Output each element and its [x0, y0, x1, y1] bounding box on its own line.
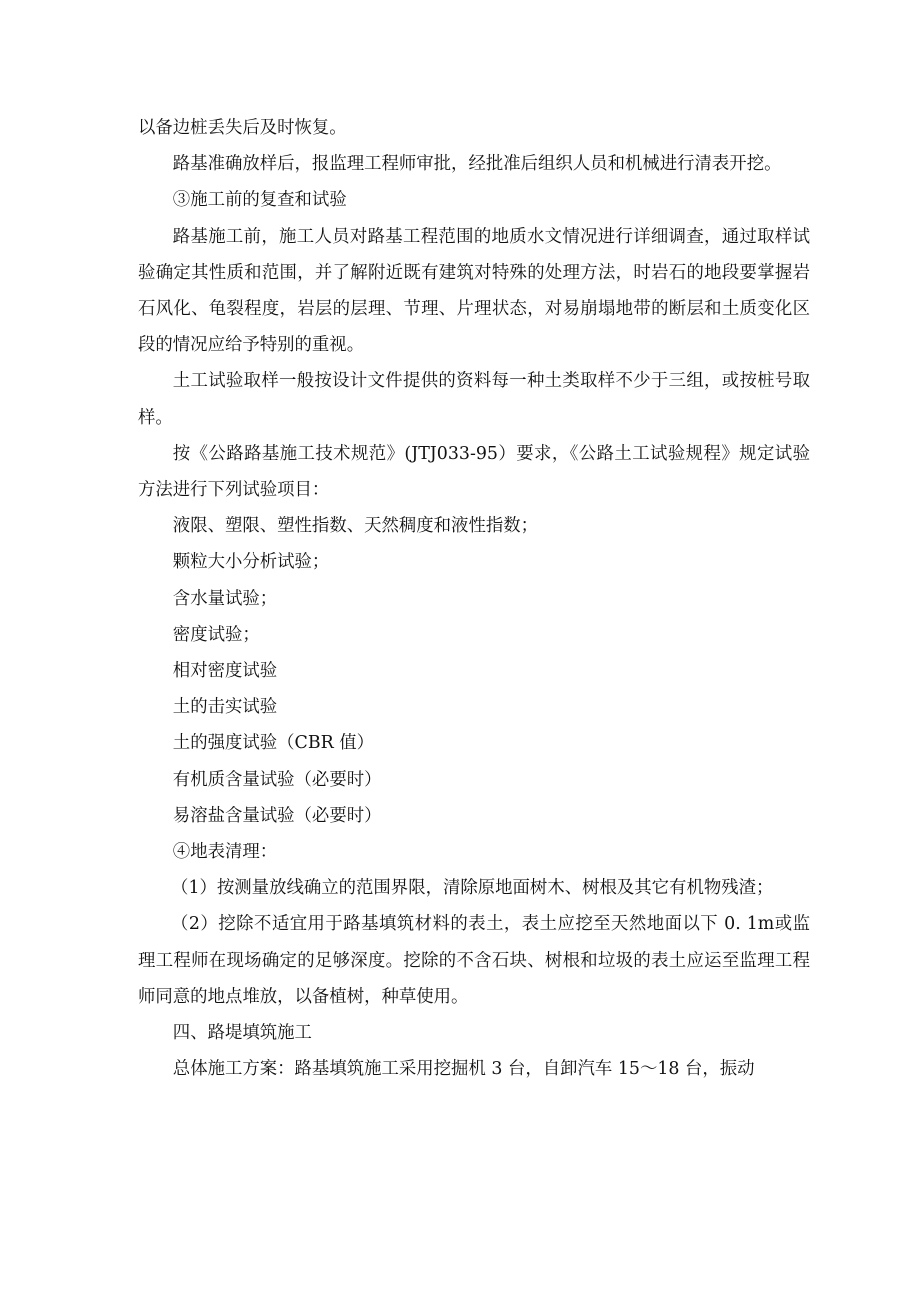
list-item: 土的击实试验	[172, 697, 278, 718]
list-item: 颗粒大小分析试验；	[172, 552, 330, 573]
list-item: 易溶盐含量试验（必要时）	[172, 805, 382, 826]
paragraph: 总体施工方案：路基填筑施工采用挖掘机 3 台，自卸汽车 15～18 台，振动	[172, 1059, 755, 1080]
section-heading: 四、路堤填筑施工	[172, 1023, 312, 1044]
document-body	[138, 110, 810, 1087]
list-item: 相对密度试验	[172, 661, 278, 682]
list-item: 密度试验；	[172, 624, 260, 645]
paragraph: 以备边桩丢失后及时恢复。	[138, 118, 347, 138]
paragraph: 路基准确放样后，报监理工程师审批，经批准后组织人员和机械进行清表开挖。	[172, 154, 782, 175]
paragraph: 土工试验取样一般按设计文件提供的资料每一种土类取样不少于三组，或按桩号取样。	[138, 371, 810, 428]
section-heading: ④地表清理：	[172, 842, 278, 863]
list-item: 有机质含量试验（必要时）	[172, 769, 382, 790]
section-heading: ③施工前的复查和试验	[172, 190, 347, 211]
paragraph: 按《公路路基施工技术规范》(JTJ033-95）要求，《公路土工试验规程》规定试验方法进行下列试验项目：	[138, 443, 810, 501]
list-item: 土的强度试验（CBR 值）	[172, 733, 375, 754]
list-item: （1）按测量放线确立的范围界限，清除原地面树木、树根及其它有机物残渣；	[171, 878, 774, 899]
list-item: 含水量试验；	[172, 588, 278, 609]
paragraph: 路基施工前，施工人员对路基工程范围的地质水文情况进行详细调查，通过取样试验确定其性质和范围，并了解附近既有建筑对特殊的处理方法，时岩石的地段要掌握岩石风化、龟裂程度，岩层的层理、节理、片理状态，对易崩塌地带的断层和土质变化区段的情况应给予特别的重视。	[138, 226, 810, 356]
list-item: 液限、塑限、塑性指数、天然稠度和液性指数；	[172, 516, 539, 537]
list-item: （2）挖除不适宜用于路基填筑材料的表土，表土应挖至天然地面以下 0. 1m或监理工程师在现场确定的足够深度。挖除的不含石块、树根和垃圾的表土应运至监理工程师同意的地点堆放，以备植树，种草使用。	[138, 914, 810, 1007]
